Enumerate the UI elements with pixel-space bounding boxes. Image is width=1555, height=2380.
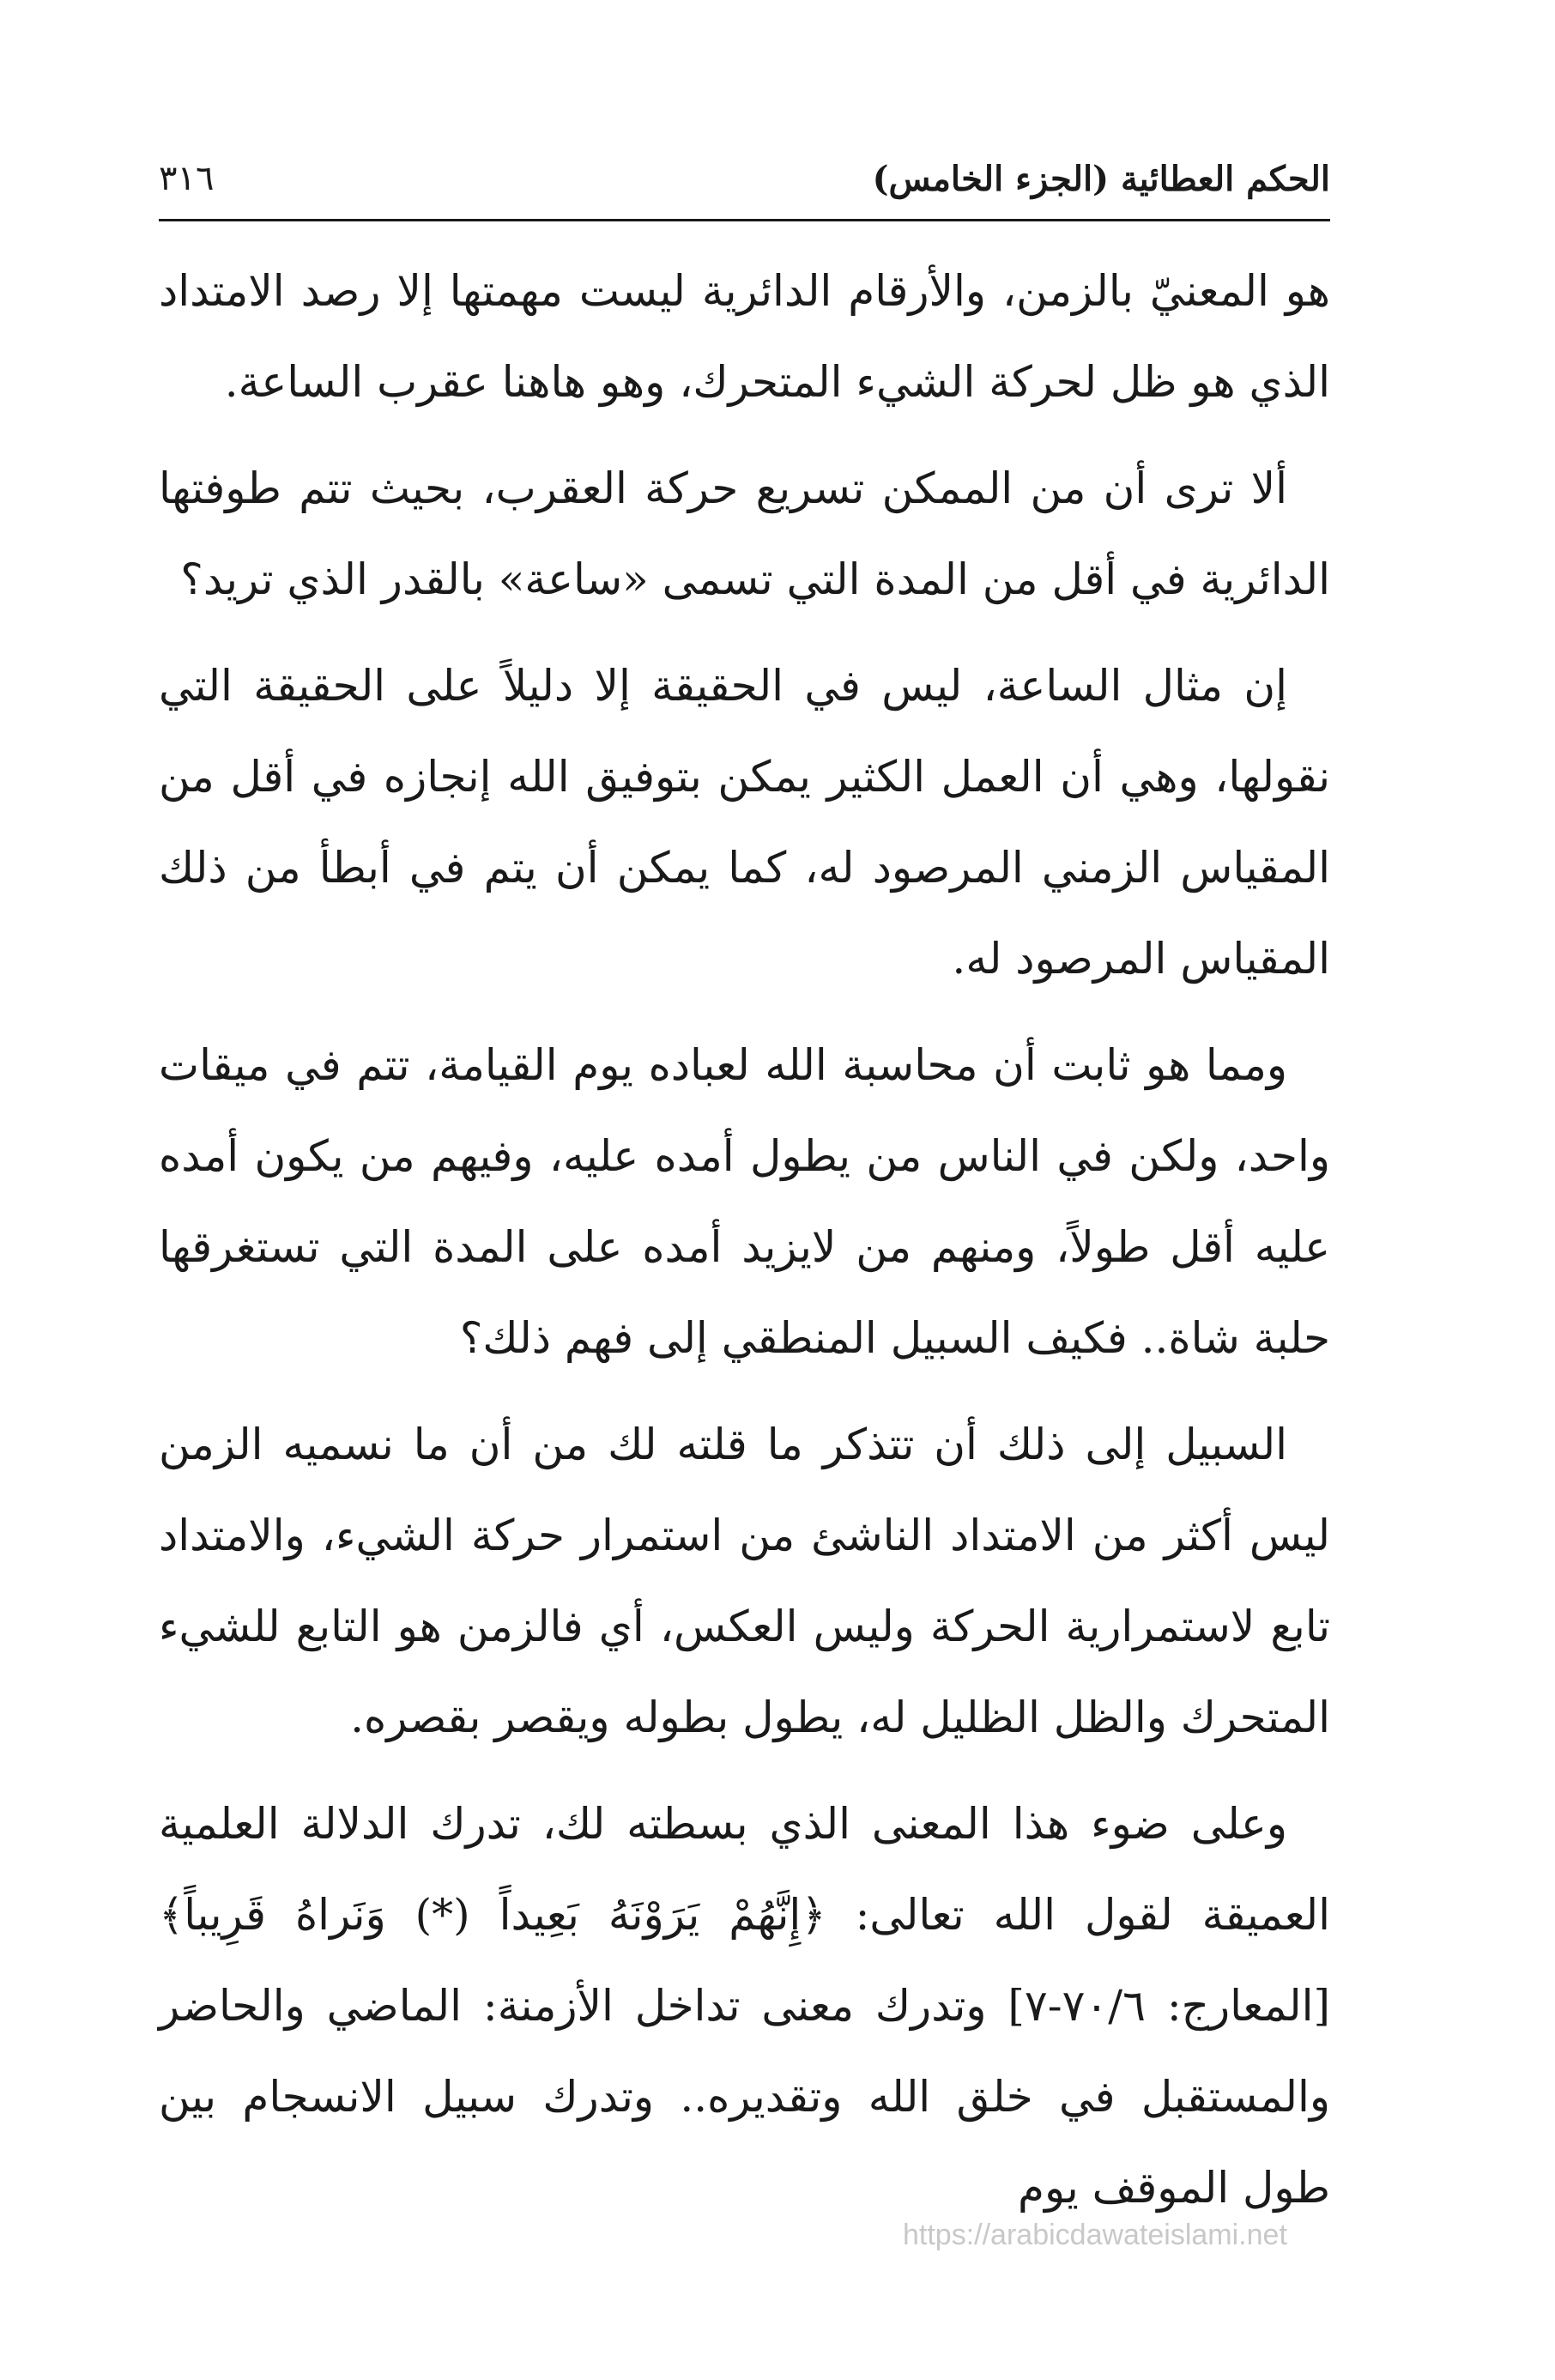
paragraph: هو المعنيّ بالزمن، والأرقام الدائرية ليست مهمتها إلا رصد الامتداد الذي هو ظل لحركة الشيء المتحرك، وهو هاهنا عقرب الساعة.: [159, 266, 1330, 407]
book-page: [159, 150, 1330, 2249]
running-header: [159, 150, 1330, 221]
page-number: ٣١٦: [159, 159, 215, 198]
paragraph: وعلى ضوء هذا المعنى الذي بسطته لك، تدرك الدلالة العلمية العميقة لقول الله تعالى: ﴿إِنَّهُمْ يَرَوْنَهُ بَعِيداً (*) وَنَراهُ قَرِيباً﴾ [المعارج: ٧٠/٦-٧] وتدرك معنى تداخل الأزمنة: الماضي والحاضر والمستقبل في خلق الله وتقديره.. وتدرك سبيل الانسجام بين طول الموقف يوم: [159, 1799, 1330, 2213]
paragraph: ألا ترى أن من الممكن تسريع حركة العقرب، بحيث تتم طوفتها الدائرية في أقل من المدة التي تسمى «ساعة» بالقدر الذي تريد؟: [159, 463, 1330, 604]
paragraph: إن مثال الساعة، ليس في الحقيقة إلا دليلاً على الحقيقة التي نقولها، وهي أن العمل الكثير يمكن بتوفيق الله إنجازه في أقل من المقياس الزمني المرصود له، كما يمكن أن يتم في أبطأ من ذلك المقياس المرصود له.: [159, 661, 1330, 984]
paragraph: السبيل إلى ذلك أن تتذكر ما قلته لك من أن ما نسميه الزمن ليس أكثر من الامتداد الناشئ من استمرار حركة الشيء، والامتداد تابع لاستمرارية الحركة وليس العكس، أي فالزمن هو التابع للشيء المتحرك والظل الظليل له، يطول بطوله ويقصر بقصره.: [159, 1420, 1330, 1742]
body-text: [159, 245, 1330, 2233]
book-title: الحكم العطائية (الجزء الخامس): [872, 159, 1330, 199]
paragraph: ومما هو ثابت أن محاسبة الله لعباده يوم القيامة، تتم في ميقات واحد، ولكن في الناس من يطول أمده عليه، وفيهم من يكون أمده عليه أقل طولاً، ومنهم من لايزيد أمده على المدة التي تستغرقها حلبة شاة.. فكيف السبيل المنطقي إلى فهم ذلك؟: [159, 1040, 1330, 1363]
watermark-url: https://arabicdawateislami.net: [903, 2219, 1287, 2251]
